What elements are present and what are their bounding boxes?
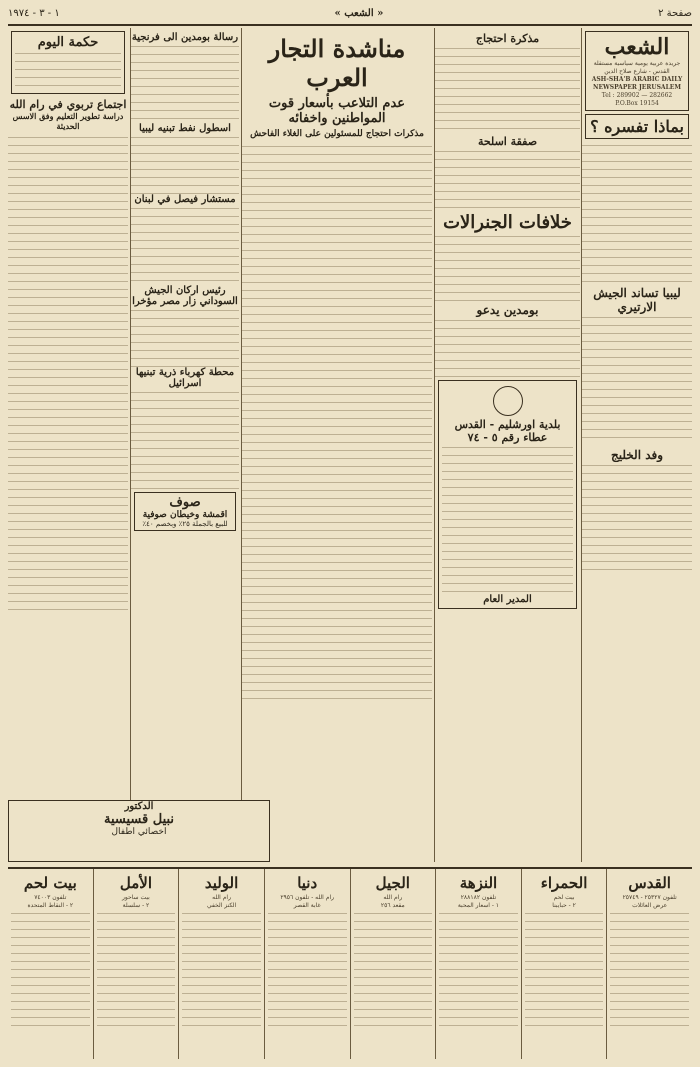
cinema-film: عرض العائلات: [632, 902, 668, 909]
wisdom-box: [11, 31, 125, 94]
wisdom-title: حكمة اليوم: [37, 35, 99, 50]
main-kicker: مذكرات احتجاج للمسئولين على الغلاء الفاحش: [250, 129, 424, 139]
article-text: [582, 314, 692, 444]
cinema-name: الوليد: [204, 874, 239, 892]
headline-sudan: رئيس اركان الجيش السوداني زار مصر مؤخرا: [132, 285, 238, 307]
page-date: ١ - ٣ - ١٩٧٤: [8, 7, 60, 19]
cinema-text: [439, 910, 518, 1030]
doctor-specialty: اخصائي اطفال: [111, 827, 167, 837]
cinema-film: مقعد ٢٥٦: [380, 902, 405, 909]
left-column: [8, 28, 128, 862]
cinema-film: ٢ - النقاط المتحدة: [27, 902, 74, 909]
cinema-ads: [8, 867, 692, 1059]
cinema-name: الأمل: [119, 874, 152, 892]
wool-ad-offer: للبيع بالجملة ٢٥٪ وبخصم ٤٠٪: [142, 520, 228, 528]
notice-tender: عطاء رقم ٥ - ٧٤: [467, 431, 548, 444]
cinema-info: رام الله: [212, 894, 231, 901]
cinema-ad: [606, 869, 692, 1059]
article-text: [435, 233, 580, 303]
cinema-info: بيت ساحور: [122, 894, 150, 901]
doctor-title: الدكتور: [124, 801, 154, 812]
cinema-text: [525, 910, 604, 1030]
article-text: [582, 462, 692, 572]
masthead-pobox: P.O.Box 19154: [615, 100, 659, 107]
wisdom-text: [15, 50, 121, 90]
masthead-name: الشعب: [604, 34, 670, 60]
cinema-name: بيت لحم: [23, 874, 77, 892]
article-text: [131, 205, 239, 285]
wool-ad: [134, 492, 236, 531]
column-3: [130, 28, 239, 862]
main-subheadline: عدم التلاعب بأسعار قوت المواطنين واخفائه: [268, 96, 406, 126]
right-column: [581, 28, 692, 862]
headline-libya-eritrea: ليبيا تساند الجيش الارتيري: [593, 286, 681, 314]
masthead-phone: Tel : 289902 — 282662: [601, 92, 673, 99]
cinema-ad: [350, 869, 436, 1059]
wool-ad-title: صوف: [169, 495, 201, 510]
headline-protest: مذكرة احتجاج: [475, 32, 540, 45]
cinema-ad: [93, 869, 179, 1059]
article-text: [242, 143, 432, 703]
cinema-text: [268, 910, 347, 1030]
article-text: [131, 389, 239, 489]
notice-signature: المدير العام: [483, 594, 532, 605]
article-text: [435, 45, 580, 135]
paper-name-header: « الشعب »: [334, 7, 384, 19]
cinema-info: رام الله - تلفون ٢٩٥٦: [280, 894, 335, 901]
cinema-info: تلفون ٧٤٠٠٣: [34, 894, 67, 901]
cinema-text: [610, 910, 689, 1030]
cinema-text: [11, 910, 90, 1030]
cinema-film: ١ - اسعار المحبة: [457, 902, 500, 909]
header-rule: [8, 24, 692, 26]
banner-question: بماذا تفسره ؟: [585, 114, 689, 139]
article-text: [131, 307, 239, 367]
cinema-text: [182, 910, 261, 1030]
notice-title: بلدية اورشليم - القدس: [454, 418, 561, 431]
cinema-ad: [264, 869, 350, 1059]
headline-arms: صفقة اسلحة: [477, 135, 538, 148]
article-text: [435, 317, 580, 377]
cinema-film: ٢ - سلسلة: [122, 902, 150, 909]
headline-oil-fleet: اسطول نفط تبنيه ليبيا: [139, 123, 231, 134]
main-column: [241, 28, 432, 862]
masthead-sub: جريدة عربية يومية سياسية مستقلة: [593, 60, 681, 67]
cinema-ad: [178, 869, 264, 1059]
masthead: [585, 31, 689, 111]
headline-lebanon: مستشار فيصل في لبنان: [134, 194, 236, 205]
cinema-info: بيت لحم: [553, 894, 575, 901]
article-text: [131, 134, 239, 194]
cinema-info: تلفون ٢٨٨١٨٢: [460, 894, 497, 901]
article-text: [8, 134, 128, 614]
cinema-text: [354, 910, 433, 1030]
subhead-education: دراسة تطوير التعليم وفق الاسس الحديثة: [12, 111, 124, 131]
municipality-notice: [438, 380, 577, 609]
cinema-ad: [521, 869, 607, 1059]
headline-gulf: وفد الخليج: [610, 448, 664, 462]
cinema-film: ٢ - حبايبنا: [552, 902, 576, 909]
cinema-info: تلفون ٢٥٣٢٧ - ٢٥٧٤٩: [622, 894, 677, 901]
cinema-name: الحمراء: [540, 874, 588, 892]
masthead-english: ASH-SHA'B ARABIC DAILY NEWSPAPER JERUSALEM: [591, 76, 683, 91]
doctor-name: نبيل قسيسية: [103, 812, 175, 827]
headline-boumediene: بومدين يدعو: [476, 303, 539, 317]
headline-generals: خلافات الجنرالات: [443, 212, 572, 233]
headline-letter: رسالة بومدين الى فرنجية: [131, 32, 239, 43]
municipality-seal-icon: [493, 386, 523, 416]
cinema-name: القدس: [628, 874, 671, 892]
cinema-ad: [435, 869, 521, 1059]
page-header: [8, 4, 692, 22]
cinema-text: [97, 910, 176, 1030]
doctor-ad: [8, 800, 270, 862]
cinema-info: رام الله: [383, 894, 403, 901]
article-text: [582, 142, 692, 282]
cinema-ad: [8, 869, 93, 1059]
column-2: [434, 28, 580, 862]
cinema-film: الكنز الخفي: [206, 902, 237, 909]
main-headline: مناشدة التجار العرب: [268, 34, 406, 92]
cinema-name: النزهة: [459, 874, 498, 892]
masthead-address: القدس - شارع صلاح الدين: [604, 68, 670, 75]
page-number: صفحة ٢: [658, 7, 692, 19]
article-text: [435, 148, 580, 208]
cinema-film: غابة القصر: [293, 902, 321, 909]
headline-education: اجتماع تربوي في رام الله: [9, 98, 127, 111]
article-text: [131, 43, 239, 123]
notice-text: [442, 444, 573, 594]
cinema-name: الجيل: [375, 874, 410, 892]
wool-ad-sub: اقمشة وخيطان صوفية: [142, 510, 228, 520]
headline-nuclear: محطة كهرباء ذرية تبنيها اسرائيل: [135, 367, 235, 389]
cinema-name: دنيا: [297, 874, 318, 892]
